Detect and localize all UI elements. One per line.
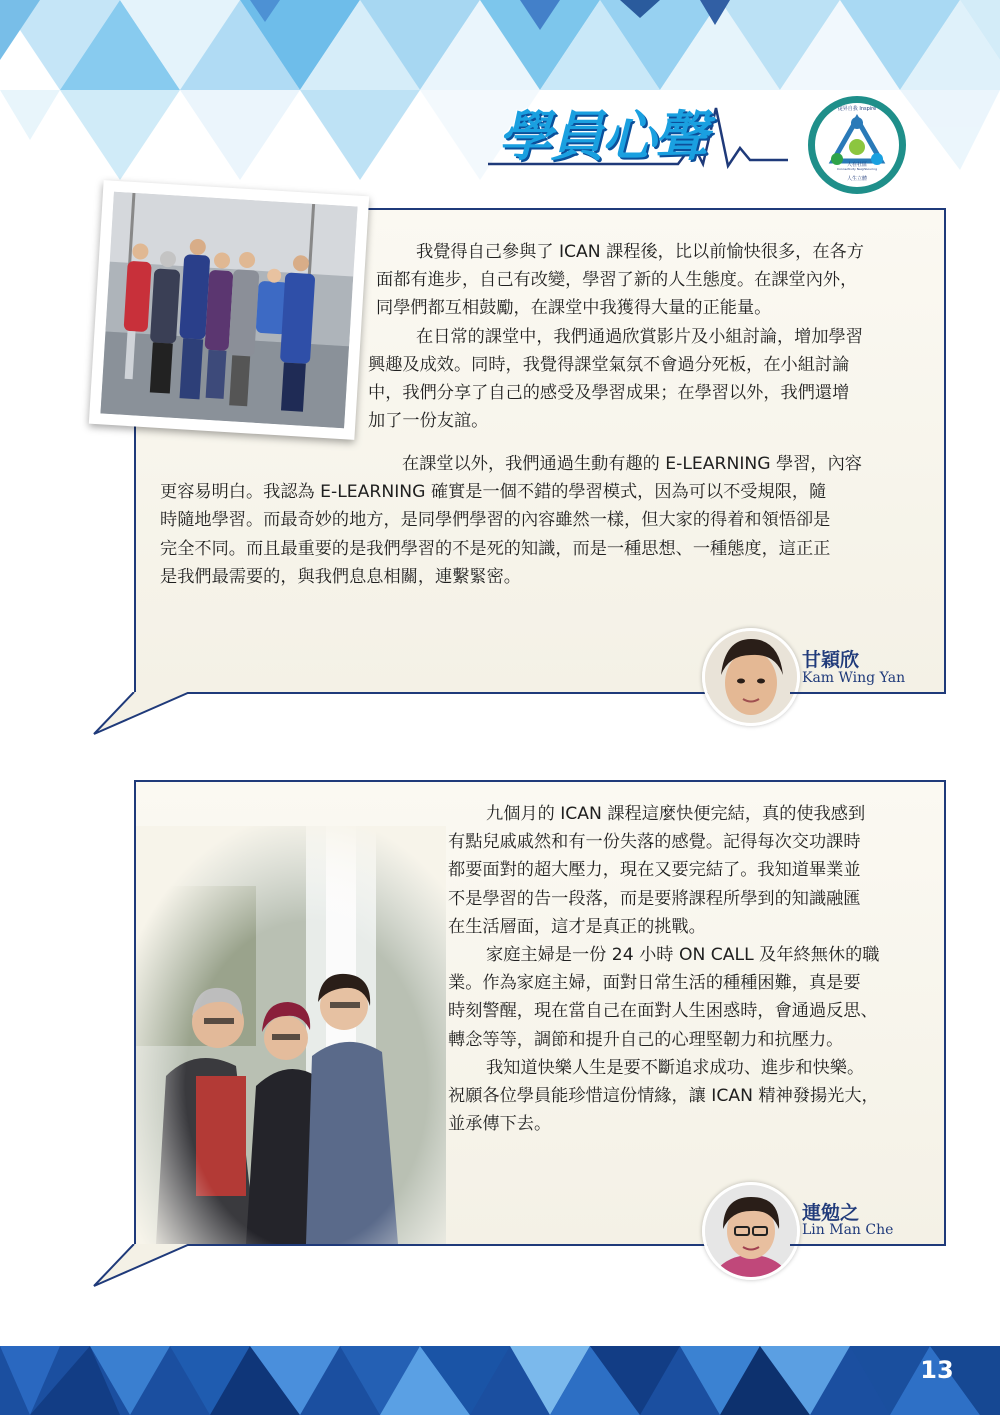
speech-bubble-tail-2 bbox=[90, 1244, 200, 1290]
text-line: 在日常的課堂中，我們通過欣賞影片及小組討論，增加學習 bbox=[416, 326, 863, 347]
logo-center-subtext: Connectivity Neighbouring bbox=[837, 167, 877, 171]
text-line: 中，我們分享了自己的感受及學習成果；在學習以外，我們還增 bbox=[368, 383, 850, 404]
testimonial2-body bbox=[448, 800, 918, 1138]
name-underline bbox=[790, 1244, 946, 1246]
group-photo-1 bbox=[89, 180, 369, 440]
avatar-lin-man-che bbox=[702, 1182, 800, 1280]
text-line: 業。作為家庭主婦，面對日常生活的種種困難，真是要 bbox=[448, 973, 861, 994]
testimonial1-intro bbox=[368, 238, 918, 435]
text-line: 都要面對的超大壓力，現在又要完結了。我知道畢業並 bbox=[448, 860, 861, 881]
text-line: 我覺得自己參與了 ICAN 課程後，比以前愉快很多，在各方 bbox=[416, 242, 864, 262]
text-line: 家庭主婦是一份 24 小時 ON CALL 及年終無休的職 bbox=[486, 945, 880, 966]
text-line: 有點兒戚戚然和有一份失落的感覺。記得每次交功課時 bbox=[448, 832, 861, 853]
text-line: 轉念等等，調節和提升自己的心理堅韌力和抗壓力。 bbox=[448, 1029, 844, 1050]
text-line: 加了一份友誼。 bbox=[368, 411, 489, 432]
text-line: 祝願各位學員能珍惜這份情緣，讓 ICAN 精神發揚光大， bbox=[448, 1086, 879, 1107]
text-line: 同學們都互相鼓勵，在課堂中我獲得大量的正能量。 bbox=[376, 298, 772, 319]
text-line: 時隨地學習。而最奇妙的地方，是同學們學習的內容雖然一樣，但大家的得着和領悟卻是 bbox=[160, 510, 831, 531]
author-name-chinese: 甘穎欣 bbox=[802, 649, 860, 671]
text-line: 在生活層面，這才是真正的挑戰。 bbox=[448, 916, 706, 937]
text-line: 興趣及成效。同時，我覺得課堂氣氛不會過分死板，在小組討論 bbox=[368, 354, 850, 375]
text-line: 完全不同。而且最重要的是我們學習的不是死的知識，而是一種思想、一種態度，這正正 bbox=[160, 538, 831, 559]
speech-bubble-tail-1 bbox=[90, 692, 200, 738]
logo-bottom-text: 人生立體 bbox=[846, 176, 867, 182]
page-title: 學員心聲 bbox=[498, 105, 706, 168]
footer-triangle-band bbox=[0, 1346, 1000, 1415]
author-name-english: Lin Man Che bbox=[802, 1222, 894, 1238]
avatar-kam-wing-yan bbox=[702, 628, 800, 726]
page-number: 13 bbox=[920, 1356, 954, 1384]
group-photo-2 bbox=[136, 826, 446, 1244]
author-name-chinese: 連勉之 bbox=[802, 1202, 860, 1224]
testimonial1-body bbox=[160, 450, 920, 591]
section-title bbox=[488, 88, 788, 170]
logo-top-text: 提昇自我 Inspire bbox=[837, 106, 877, 112]
text-line: 不是學習的告一段落，而是要將課程所學到的知識融匯 bbox=[448, 888, 861, 909]
author-name-english: Kam Wing Yan bbox=[802, 670, 906, 686]
text-line: 我知道快樂人生是要不斷追求成功、進步和快樂。 bbox=[486, 1057, 865, 1078]
text-line: 面都有進步，自己有改變，學習了新的人生態度。在課堂內外， bbox=[376, 270, 858, 291]
text-line: 時刻警醒，現在當自己在面對人生困惑時，會通過反思、 bbox=[448, 1001, 878, 1022]
text-line: 更容易明白。我認為 E-LEARNING 確實是一個不錯的學習模式，因為可以不受規限，隨 bbox=[160, 482, 827, 503]
logo-center-text: 人在社區 bbox=[846, 162, 867, 168]
text-line: 在課堂以外，我們通過生動有趣的 E-LEARNING 學習，內容 bbox=[402, 454, 862, 474]
ican-logo bbox=[808, 96, 906, 194]
text-line: 九個月的 ICAN 課程這麼快便完結，真的使我感到 bbox=[486, 804, 866, 824]
name-underline bbox=[790, 692, 946, 694]
text-line: 是我們最需要的，與我們息息相關，連繫緊密。 bbox=[160, 566, 521, 587]
text-line: 並承傳下去。 bbox=[448, 1114, 552, 1135]
